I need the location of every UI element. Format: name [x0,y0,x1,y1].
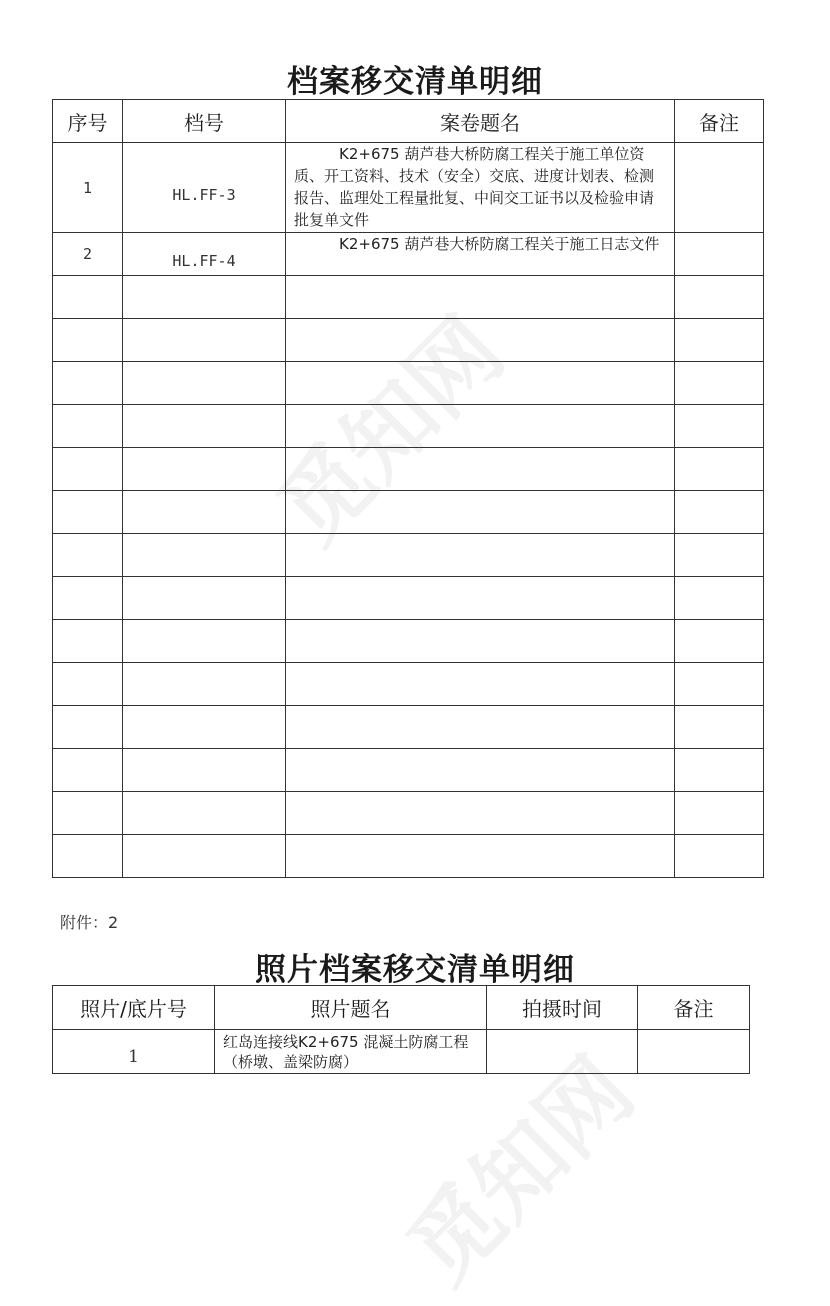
empty-row [53,792,764,835]
header-seq: 序号 [53,100,123,143]
header-photo-title: 照片题名 [215,986,487,1030]
row-remark [675,233,764,276]
row-shoot-time [487,1030,638,1074]
row-photo-title: 红岛连接线K2+675 混凝土防腐工程（桥墩、盖梁防腐） [215,1030,487,1074]
table-header-row [53,100,764,143]
empty-row [53,491,764,534]
empty-row [53,534,764,577]
watermark: 觅知网 [388,1038,654,1304]
empty-row [53,835,764,878]
table-row [53,233,764,276]
row-photo-remark [638,1030,750,1074]
empty-row [53,663,764,706]
watermark: 觅知网 [258,298,524,564]
header-shoot-time: 拍摄时间 [487,986,638,1030]
empty-row [53,405,764,448]
row-seq: 2 [53,233,123,276]
empty-row [53,276,764,319]
header-volume-title: 案卷题名 [286,100,675,143]
attachment-note: 附件：2 [60,913,119,932]
table-row [53,1030,750,1074]
header-file-no: 档号 [123,100,286,143]
header-photo-no: 照片/底片号 [53,986,215,1030]
row-file-no: HL.FF-4 [123,233,286,276]
row-volume-title: K2+675 葫芦巷大桥防腐工程关于施工日志文件 [286,233,675,276]
row-file-no: HL.FF-3 [123,143,286,233]
document-title: 档案移交清单明细 [287,64,543,100]
transfer-list-table [52,99,764,878]
photo-transfer-table [52,985,750,1074]
table-row [53,143,764,233]
header-photo-remark: 备注 [638,986,750,1030]
row-volume-title: K2+675 葫芦巷大桥防腐工程关于施工单位资质、开工资料、技术（安全）交底、进度计划表、检测报告、监理处工程量批复、中间交工证书以及检验申请批复单文件 [286,143,675,233]
empty-row [53,319,764,362]
header-remark: 备注 [675,100,764,143]
photo-document-title: 照片档案移交清单明细 [255,952,575,988]
row-remark [675,143,764,233]
empty-row [53,749,764,792]
photo-table-header-row [53,986,750,1030]
row-seq: 1 [53,143,123,233]
empty-row [53,706,764,749]
empty-row [53,577,764,620]
empty-row [53,448,764,491]
empty-row [53,620,764,663]
row-photo-no: 1 [53,1030,215,1074]
empty-row [53,362,764,405]
